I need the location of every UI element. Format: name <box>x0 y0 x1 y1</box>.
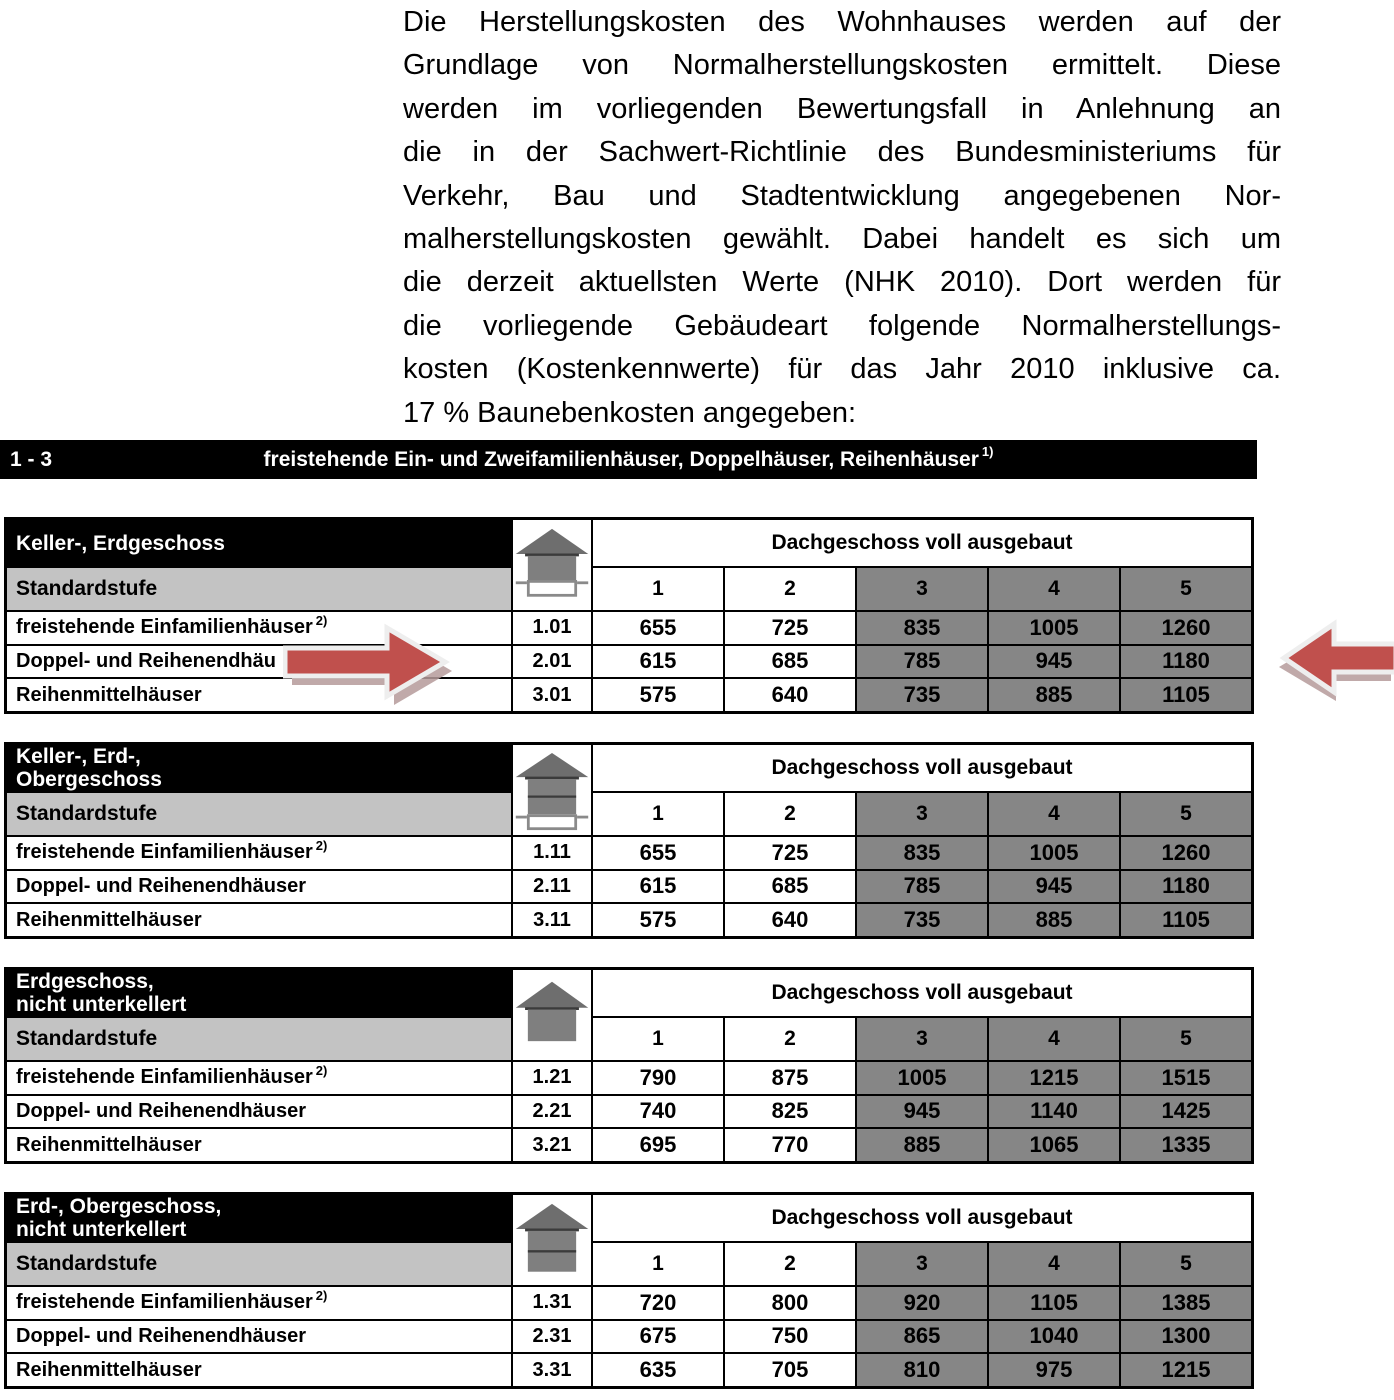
paragraph-line: 17 % Baunebenkosten angegeben: <box>403 396 857 429</box>
row-label-text: Doppel- und Reihenendhäuser <box>16 874 307 897</box>
table-title-cell <box>7 520 511 566</box>
row-label <box>7 1062 511 1094</box>
row-label-footnote: 2) <box>315 613 328 629</box>
standardstufe-label: Standardstufe <box>7 568 511 610</box>
value-cell: 685 <box>725 646 855 678</box>
row-label-text: Reihenmittelhäuser <box>16 683 202 706</box>
value-cell: 655 <box>593 612 723 644</box>
row-label-text: freistehende Einfamilienhäuser <box>16 841 313 864</box>
value-cell: 1180 <box>1121 646 1251 678</box>
red-arrow-left-icon <box>1278 612 1394 707</box>
value-cell: 1260 <box>1121 612 1251 644</box>
value-cell: 1385 <box>1121 1287 1251 1319</box>
section-range: 1 - 3 <box>10 447 53 471</box>
col-header-2: 2 <box>725 1243 855 1285</box>
row-label-text: Doppel- und Reihenendhäu <box>16 649 276 672</box>
dach-header: Dachgeschoss voll ausgebaut <box>593 745 1251 791</box>
table-title-cell <box>7 1195 511 1241</box>
house-section-2story-icon <box>513 1198 591 1285</box>
row-label <box>7 871 511 903</box>
value-cell: 945 <box>857 1096 987 1128</box>
value-cell: 810 <box>857 1354 987 1386</box>
value-cell: 770 <box>725 1129 855 1161</box>
value-cell: 1260 <box>1121 837 1251 869</box>
value-cell: 725 <box>725 612 855 644</box>
row-code: 2.21 <box>513 1096 591 1128</box>
intro-paragraph <box>403 1 1281 435</box>
col-header-1: 1 <box>593 568 723 610</box>
dach-header: Dachgeschoss voll ausgebaut <box>593 520 1251 566</box>
value-cell: 975 <box>989 1354 1119 1386</box>
paragraph-line: werden im vorliegenden Bewertungsfall in Anlehnung an <box>403 92 1281 125</box>
value-cell: 640 <box>725 679 855 711</box>
value-cell: 920 <box>857 1287 987 1319</box>
col-header-2: 2 <box>725 1018 855 1060</box>
value-cell: 1515 <box>1121 1062 1251 1094</box>
row-code: 3.21 <box>513 1129 591 1161</box>
row-label <box>7 1096 511 1128</box>
value-cell: 790 <box>593 1062 723 1094</box>
value-cell: 1005 <box>857 1062 987 1094</box>
value-cell: 865 <box>857 1321 987 1353</box>
house-icon-cell <box>513 1195 591 1285</box>
row-label-footnote: 2) <box>315 1063 328 1079</box>
value-cell: 1425 <box>1121 1096 1251 1128</box>
row-label <box>7 1287 511 1319</box>
row-code: 3.11 <box>513 904 591 936</box>
paragraph-line: die derzeit aktuellsten Werte (NHK 2010). Dort werden für <box>403 266 1281 299</box>
value-cell: 1005 <box>989 837 1119 869</box>
row-code: 1.21 <box>513 1062 591 1094</box>
value-cell: 885 <box>989 904 1119 936</box>
col-header-5: 5 <box>1121 1243 1251 1285</box>
value-cell: 1105 <box>1121 904 1251 936</box>
standardstufe-label: Standardstufe <box>7 1018 511 1060</box>
value-cell: 1335 <box>1121 1129 1251 1161</box>
row-label <box>7 1354 511 1386</box>
col-header-5: 5 <box>1121 568 1251 610</box>
row-code: 1.01 <box>513 612 591 644</box>
table-title-line2: Obergeschoss <box>16 768 162 791</box>
value-cell: 735 <box>857 679 987 711</box>
value-cell: 1040 <box>989 1321 1119 1353</box>
row-code: 1.31 <box>513 1287 591 1319</box>
row-label-text: freistehende Einfamilienhäuser <box>16 1066 313 1089</box>
row-code: 1.11 <box>513 837 591 869</box>
row-label-text: freistehende Einfamilienhäuser <box>16 616 313 639</box>
house-section-basement-2story-icon <box>513 748 591 835</box>
value-cell: 885 <box>857 1129 987 1161</box>
col-header-1: 1 <box>593 1018 723 1060</box>
paragraph-line: malherstellungskosten gewählt. Dabei handelt es sich um <box>403 223 1281 256</box>
col-header-3: 3 <box>857 568 987 610</box>
col-header-4: 4 <box>989 1018 1119 1060</box>
nhk-table-erd-obergeschoss-nicht-unterkellert <box>4 1192 1254 1389</box>
standardstufe-label: Standardstufe <box>7 793 511 835</box>
row-label <box>7 1321 511 1353</box>
row-label-text: Doppel- und Reihenendhäuser <box>16 1324 307 1347</box>
col-header-3: 3 <box>857 1018 987 1060</box>
paragraph-line: die in der Sachwert-Richtlinie des Bundesministeriums für <box>403 136 1281 169</box>
col-header-5: 5 <box>1121 1018 1251 1060</box>
row-label-text: freistehende Einfamilienhäuser <box>16 1291 313 1314</box>
col-header-4: 4 <box>989 568 1119 610</box>
value-cell: 615 <box>593 646 723 678</box>
value-cell: 945 <box>989 871 1119 903</box>
table-title-line1: Keller-, Erd-, <box>16 745 141 768</box>
house-icon-cell <box>513 745 591 835</box>
row-code: 2.01 <box>513 646 591 678</box>
value-cell: 1105 <box>989 1287 1119 1319</box>
row-code: 3.31 <box>513 1354 591 1386</box>
nhk-table-keller-erdgeschoss <box>4 517 1254 714</box>
nhk-table-keller-erd-obergeschoss <box>4 742 1254 939</box>
value-cell: 945 <box>989 646 1119 678</box>
section-title: freistehende Ein- und Zweifamilienhäuser, Doppelhäuser, Reihenhäuser <box>263 447 979 471</box>
red-arrow-right-icon <box>283 618 458 713</box>
table-title-cell <box>7 970 511 1016</box>
col-header-2: 2 <box>725 793 855 835</box>
value-cell: 685 <box>725 871 855 903</box>
row-code: 2.11 <box>513 871 591 903</box>
table-title-line2: nicht unterkellert <box>16 1218 187 1241</box>
col-header-2: 2 <box>725 568 855 610</box>
paragraph-line: die vorliegende Gebäudeart folgende Normalherstellungs- <box>403 309 1281 342</box>
value-cell: 1140 <box>989 1096 1119 1128</box>
dach-header: Dachgeschoss voll ausgebaut <box>593 970 1251 1016</box>
col-header-4: 4 <box>989 1243 1119 1285</box>
col-header-4: 4 <box>989 793 1119 835</box>
value-cell: 615 <box>593 871 723 903</box>
col-header-5: 5 <box>1121 793 1251 835</box>
value-cell: 720 <box>593 1287 723 1319</box>
value-cell: 640 <box>725 904 855 936</box>
table-title-line2: nicht unterkellert <box>16 993 187 1016</box>
table-title-line1: Erdgeschoss, <box>16 970 154 993</box>
value-cell: 735 <box>857 904 987 936</box>
row-label <box>7 837 511 869</box>
paragraph-line: Die Herstellungskosten des Wohnhauses werden auf der <box>403 6 1281 38</box>
house-icon-cell <box>513 970 591 1060</box>
row-label-footnote: 2) <box>315 838 328 854</box>
paragraph-line: kosten (Kostenkennwerte) für das Jahr 2010 inklusive ca. <box>403 353 1281 386</box>
table-title-line1: Keller-, Erdgeschoss <box>16 531 225 555</box>
col-header-1: 1 <box>593 1243 723 1285</box>
standardstufe-label: Standardstufe <box>7 1243 511 1285</box>
section-title-footnote: 1) <box>981 444 994 459</box>
value-cell: 885 <box>989 679 1119 711</box>
nhk-table-erdgeschoss-nicht-unterkellert <box>4 967 1254 1164</box>
row-label-text: Reihenmittelhäuser <box>16 1358 202 1381</box>
table-title-cell <box>7 745 511 791</box>
row-label-text: Reihenmittelhäuser <box>16 908 202 931</box>
row-label <box>7 904 511 936</box>
row-label-text: Reihenmittelhäuser <box>16 1133 202 1156</box>
table-title-line1: Erd-, Obergeschoss, <box>16 1195 222 1218</box>
value-cell: 835 <box>857 837 987 869</box>
value-cell: 835 <box>857 612 987 644</box>
section-band <box>0 440 1257 479</box>
value-cell: 740 <box>593 1096 723 1128</box>
row-label-footnote: 2) <box>315 1288 328 1304</box>
value-cell: 1065 <box>989 1129 1119 1161</box>
value-cell: 655 <box>593 837 723 869</box>
value-cell: 785 <box>857 646 987 678</box>
value-cell: 825 <box>725 1096 855 1128</box>
value-cell: 695 <box>593 1129 723 1161</box>
value-cell: 750 <box>725 1321 855 1353</box>
value-cell: 800 <box>725 1287 855 1319</box>
row-code: 2.31 <box>513 1321 591 1353</box>
house-section-1story-icon <box>513 973 591 1060</box>
value-cell: 1180 <box>1121 871 1251 903</box>
paragraph-line: Verkehr, Bau und Stadtentwicklung angegebenen Nor- <box>403 179 1281 212</box>
value-cell: 1005 <box>989 612 1119 644</box>
value-cell: 575 <box>593 679 723 711</box>
value-cell: 575 <box>593 904 723 936</box>
house-icon-cell <box>513 520 591 610</box>
col-header-3: 3 <box>857 1243 987 1285</box>
value-cell: 1105 <box>1121 679 1251 711</box>
value-cell: 1215 <box>989 1062 1119 1094</box>
value-cell: 1300 <box>1121 1321 1251 1353</box>
value-cell: 725 <box>725 837 855 869</box>
row-label-text: Doppel- und Reihenendhäuser <box>16 1099 307 1122</box>
house-section-basement-1story-icon <box>513 523 591 610</box>
value-cell: 875 <box>725 1062 855 1094</box>
value-cell: 785 <box>857 871 987 903</box>
col-header-3: 3 <box>857 793 987 835</box>
value-cell: 675 <box>593 1321 723 1353</box>
value-cell: 1215 <box>1121 1354 1251 1386</box>
row-label <box>7 1129 511 1161</box>
row-code: 3.01 <box>513 679 591 711</box>
value-cell: 635 <box>593 1354 723 1386</box>
dach-header: Dachgeschoss voll ausgebaut <box>593 1195 1251 1241</box>
value-cell: 705 <box>725 1354 855 1386</box>
paragraph-line: Grundlage von Normalherstellungskosten ermittelt. Diese <box>403 49 1281 82</box>
col-header-1: 1 <box>593 793 723 835</box>
